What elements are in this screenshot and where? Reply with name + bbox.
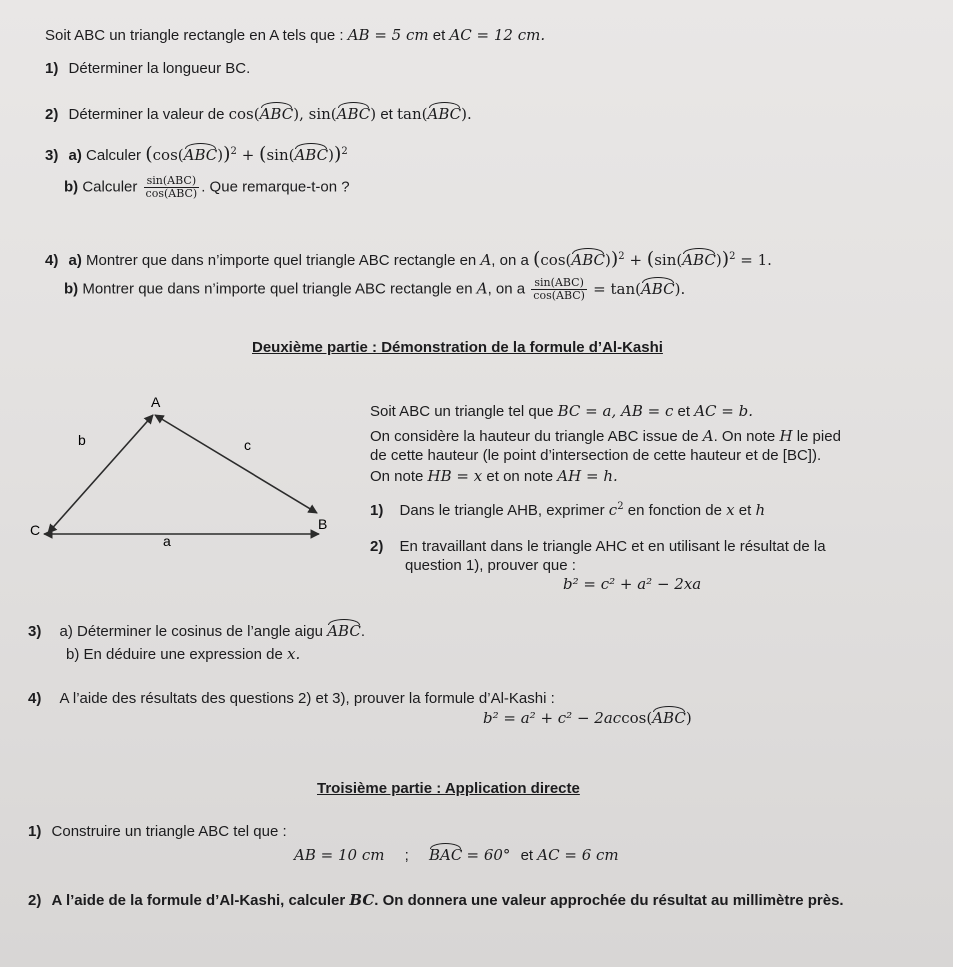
q-number: 3) <box>45 147 59 164</box>
formula-al-kashi: b² = a² + c² − 2accos(ABC) <box>483 709 692 727</box>
q-text: Dans le triangle AHB, exprimer <box>399 502 605 519</box>
fraction-sin-cos <box>144 175 200 200</box>
q-number: 1) <box>45 60 59 77</box>
p2-q3a <box>28 622 365 641</box>
p2-q3b <box>66 645 300 664</box>
intro-line <box>45 26 545 45</box>
var-c: c <box>608 501 618 519</box>
intro-text: Soit ABC un triangle rectangle en A tels que : <box>45 27 344 44</box>
math-ac: AC = 6 cm <box>537 846 619 864</box>
q-text: Montrer que dans n’importe quel triangle ABC rectangle en <box>82 280 473 298</box>
q-text: Déterminer la valeur de <box>68 106 225 123</box>
period: . <box>466 105 472 123</box>
var-a: A <box>480 251 492 269</box>
fraction-sin-cos <box>531 277 587 302</box>
frac-den: cos(ABC) <box>145 187 198 201</box>
var-x: x <box>726 501 735 519</box>
angle-abc: ABC <box>571 251 606 269</box>
p2-q1: 1) Dans le triangle AHB, exprimer $c^2$ en fonction de x et h <box>370 501 766 519</box>
et: et <box>738 502 752 519</box>
cos-fn: cos <box>228 105 254 123</box>
p1-q4a <box>45 248 772 271</box>
p3-q1-values <box>294 846 619 865</box>
angle-abc: ABC <box>640 279 675 298</box>
et: et <box>380 106 393 123</box>
section-title-part3: Troisième partie : Application directe <box>317 780 580 797</box>
q-sub: a) <box>59 623 73 640</box>
q-number: 4) <box>28 690 42 707</box>
q-text: En déduire une expression de <box>83 646 283 663</box>
text: . On note <box>713 428 776 445</box>
text: et on note <box>486 468 554 485</box>
q-number: 2) <box>28 892 42 909</box>
q-text: Construire un triangle ABC tel que : <box>51 823 287 840</box>
angle-abc: ABC <box>427 105 462 123</box>
comma: , <box>299 105 304 123</box>
p3-q2 <box>28 891 844 910</box>
math-bc: BC <box>349 891 375 909</box>
label-A: A <box>151 394 161 410</box>
angle-abc: ABC <box>259 105 294 123</box>
math-ab: AB = 10 cm <box>294 846 385 864</box>
math: AC = b. <box>694 402 754 420</box>
q-text: en fonction de <box>627 502 722 519</box>
q-sub: a) <box>68 252 82 269</box>
q-sub: b) <box>64 178 79 196</box>
formula-sum-squares: $(\cos(ABC))^2 + (\sin(ABC))^2$ <box>145 143 348 165</box>
label-a: a <box>163 533 171 549</box>
q-sub: b) <box>64 280 79 298</box>
var-a: A <box>476 279 488 298</box>
q-text: Déterminer la longueur BC. <box>68 60 251 77</box>
intro-ac: AC = 12 cm. <box>449 26 546 44</box>
p2-line1 <box>370 402 753 421</box>
eq-end: = 1. <box>740 251 772 269</box>
var-h: H <box>779 427 793 445</box>
q-sub: a) <box>68 147 82 164</box>
angle-abc: ABC <box>682 251 716 269</box>
formula-left: b² = a² + c² − 2ac <box>483 709 622 727</box>
angle-bac: BAC <box>428 846 463 864</box>
p1-q2: 2) Déterminer la valeur de cos(ABC), sin(ABC) et tan(ABC). <box>45 105 472 123</box>
p1-q3b <box>64 175 350 200</box>
angle-abc: ABC <box>327 622 361 640</box>
et: et <box>677 403 691 420</box>
var-x: x. <box>287 645 301 663</box>
period: . <box>680 279 686 298</box>
cos-fn: cos <box>621 709 647 727</box>
angle-abc: ABC <box>183 146 218 164</box>
section-title-part2: Deuxième partie : Démonstration de la formule d’Al-Kashi <box>252 339 663 356</box>
p1-q3a <box>45 143 348 166</box>
text: Soit ABC un triangle tel que <box>370 403 554 420</box>
eq-tan: = tan <box>593 279 636 298</box>
label-B: B <box>318 516 328 532</box>
math: HB = x <box>427 467 483 485</box>
frac-num: sin(ABC) <box>144 175 200 188</box>
q-text: En travaillant dans le triangle AHC et en utilisant le résultat de la <box>399 538 826 555</box>
separator: ; <box>404 847 409 864</box>
math: BC = a, AB = c <box>557 402 674 420</box>
q-sub: b) <box>66 646 80 663</box>
side-b-arrow <box>48 415 153 533</box>
p3-q1 <box>28 823 287 841</box>
formula-b2-x: b² = c² + a² − 2xa <box>563 575 702 593</box>
p1-q1 <box>45 60 250 78</box>
q-number: 2) <box>45 106 59 123</box>
p2-q2 <box>370 538 826 556</box>
angle-abc: ABC <box>652 709 686 727</box>
text: On considère la hauteur du triangle ABC issue de <box>370 428 699 445</box>
q-number: 1) <box>28 823 42 840</box>
math: AH = h. <box>557 467 618 485</box>
tan-fn: tan <box>397 105 422 123</box>
text: On note <box>370 468 424 485</box>
et: et <box>520 847 534 864</box>
q-number: 1) <box>370 502 384 519</box>
q-number: 2) <box>370 538 384 555</box>
var-h: h <box>755 501 766 519</box>
period: . <box>360 623 365 640</box>
side-c-arrow <box>155 415 317 513</box>
intro-et: et <box>432 27 446 44</box>
q-text: . On donnera une valeur approchée du résultat au millimètre près. <box>374 892 844 909</box>
frac-num: sin(ABC) <box>531 277 587 290</box>
q-text: Calculer <box>82 178 138 196</box>
q-mid: , on a <box>487 280 526 298</box>
label-c: c <box>244 437 251 453</box>
q-text-after: . Que remarque-t-on ? <box>201 178 350 196</box>
angle-abc: ABC <box>294 146 329 164</box>
p2-line4 <box>370 467 618 486</box>
p2-q4 <box>28 690 555 708</box>
label-b: b <box>78 432 86 448</box>
p1-q4b: b) Montrer que dans n’importe quel triangle ABC rectangle en A, on a $\frac{\text{sin(ABC)}}{\text{cos(ABC)}}$ = tan(ABC). <box>64 276 686 303</box>
p2-line2 <box>370 427 841 446</box>
q-mid: , on a <box>491 252 529 269</box>
sin-fn: sin <box>308 105 331 123</box>
q-text: Montrer que dans n’importe quel triangle ABC rectangle en <box>86 252 477 269</box>
var-a: A <box>702 427 714 445</box>
label-C: C <box>30 522 41 538</box>
p2-q2-line2: question 1), prouver que : <box>405 557 576 574</box>
q-text: Déterminer le cosinus de l’angle aigu <box>77 623 324 640</box>
math-angle: = 60° <box>466 846 511 864</box>
q-number: 4) <box>45 252 59 269</box>
triangle-figure <box>30 385 350 560</box>
q-text: A l’aide de la formule d’Al-Kashi, calculer <box>51 892 346 909</box>
frac-den: cos(ABC) <box>533 289 585 303</box>
text: le pied <box>796 428 841 445</box>
formula-identity: $(\cos(ABC))^2 + (\sin(ABC))^2 = 1$. <box>532 248 772 270</box>
p2-line3: de cette hauteur (le point d’intersection de cette hauteur et de [BC]). <box>370 447 822 464</box>
q-text: A l’aide des résultats des questions 2) et 3), prouver la formule d’Al-Kashi : <box>59 690 555 707</box>
q-number: 3) <box>28 623 42 640</box>
q-text: Calculer <box>86 147 142 164</box>
intro-ab: AB = 5 cm <box>347 26 429 44</box>
angle-abc: ABC <box>336 105 371 123</box>
